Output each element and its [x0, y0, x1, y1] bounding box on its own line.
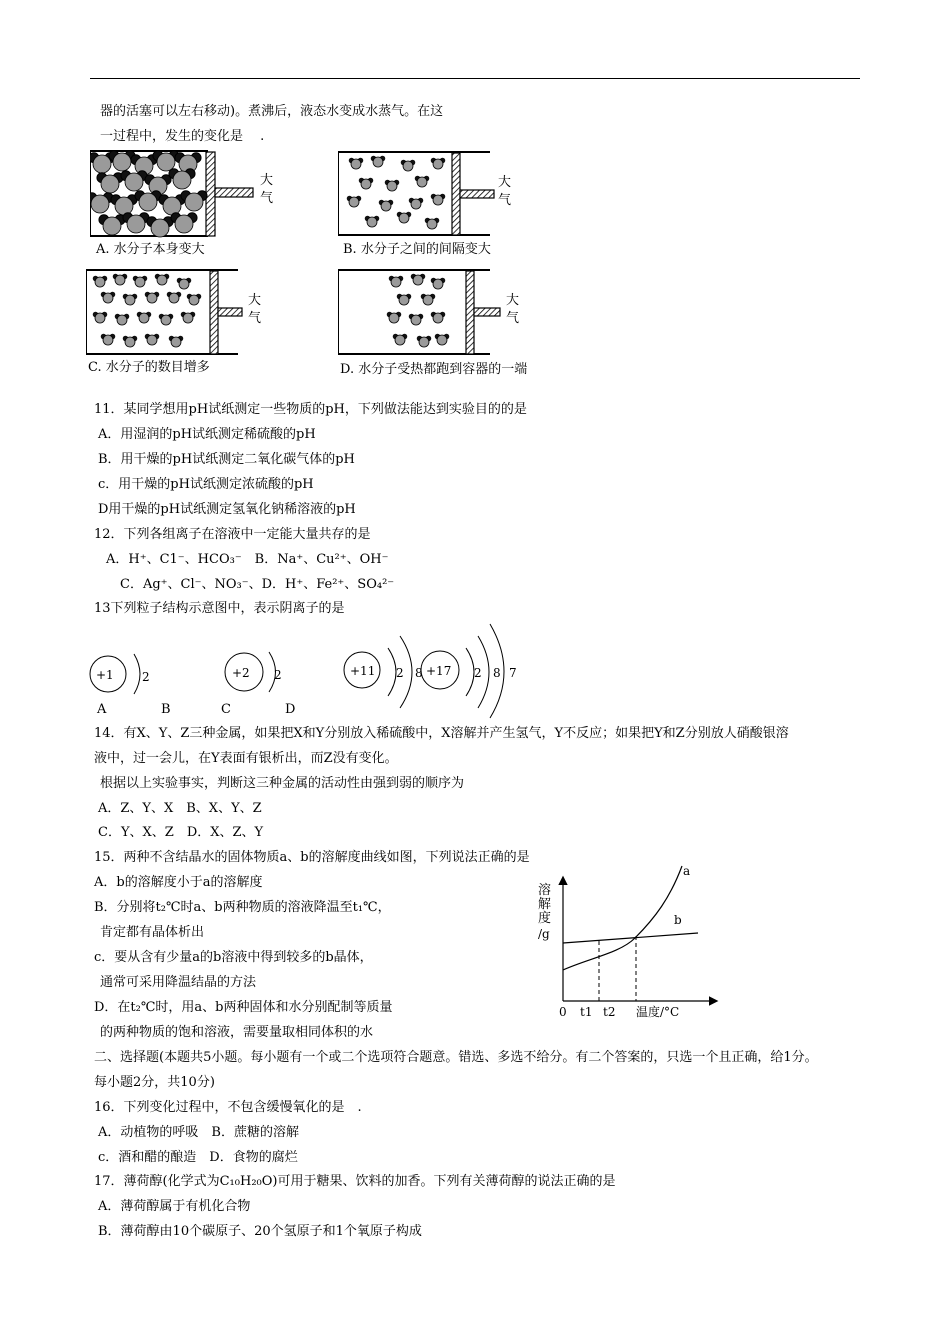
q17-stem: 17．薄荷醇(化学式为C₁₀H₂₀O)可用于糖果、饮料的加香。下列有关薄荷醇的说法正确的是 [94, 1174, 616, 1189]
q14-line-2: 液中，过一会儿，在Y表面有银析出，而Z没有变化。 [94, 751, 398, 766]
x-axis-label: 温度/°C [636, 1005, 680, 1019]
water-molecule-atom [115, 275, 125, 285]
q15-option-b-1: B．分别将t₂℃时a、b两种物质的溶液降温至t₁℃， [94, 900, 391, 915]
q15-option-c-2: 通常可采用降温结晶的方法 [100, 975, 257, 990]
electron-count: 8 [415, 666, 423, 680]
q17-option-a: A．薄荷醇属于有机化合物 [98, 1199, 251, 1214]
water-molecule-atom [125, 337, 135, 347]
q17-option-b: B．薄荷醇由10个碳原子、20个氢原子和1个氧原子构成 [98, 1224, 422, 1239]
section-2-line-1: 二、选择题(本题共5小题。每小题有一个或二个选项符合题意。错选、多选不给分。有二个答案的，只选一个且正确，给1分。 [94, 1050, 818, 1065]
x-tick-0: 0 [559, 1005, 567, 1019]
water-molecule-atom [389, 313, 399, 323]
q13-letter-d: D [285, 702, 296, 717]
svg-text:大: 大 [498, 175, 512, 190]
water-molecule-atom [173, 171, 191, 189]
q10-option-a: A. 水分子本身变大 [96, 242, 205, 257]
water-molecule-atom [427, 219, 437, 229]
water-molecule-atom [135, 277, 145, 287]
piston-figure-d [338, 268, 538, 360]
q14-options-2: C．Y、X、Z D．X、Z、Y [98, 825, 264, 840]
water-molecule-atom [391, 277, 401, 287]
water-molecule-atom [433, 195, 443, 205]
y-axis-label-4: /g [538, 927, 550, 941]
water-molecule-atom [381, 201, 391, 211]
svg-text:气: 气 [506, 311, 520, 326]
water-molecule-atom [351, 159, 361, 169]
atom-structure-diagrams [86, 622, 526, 720]
water-molecule-atom [419, 337, 429, 347]
q16-stem: 16．下列变化过程中，不包含缓慢氧化的是 . [94, 1100, 362, 1115]
piston-figure-c [86, 268, 286, 360]
water-molecule-atom [399, 213, 409, 223]
q15-option-d-1: D．在t₂℃时，用a、b两种固体和水分别配制等质量 [94, 1000, 393, 1015]
q10-option-d: D. 水分子受热都跑到容器的一端 [340, 362, 528, 377]
x-tick-t1: t1 [580, 1005, 593, 1019]
q15-option-b-2: 肯定都有晶体析出 [100, 925, 205, 940]
q11-option-d: D用干燥的pH试纸测定氢氧化钠稀溶液的pH [98, 502, 356, 517]
series-a-label: a [683, 864, 691, 878]
water-molecule-atom [185, 193, 203, 211]
q10-option-c: C. 水分子的数目增多 [88, 360, 210, 375]
q12-stem: 12．下列各组离子在溶液中一定能大量共存的是 [94, 527, 371, 542]
water-molecule-atom [411, 315, 421, 325]
solubility-curve-chart [530, 858, 730, 1023]
q11-option-c: c．用干燥的pH试纸测定浓硫酸的pH [98, 477, 314, 492]
q12-options-2: C．Ag⁺、Cl⁻、NO₃⁻、D．H⁺、Fe²⁺、SO₄²⁻ [120, 577, 395, 592]
series-b-label: b [674, 913, 682, 927]
q15-option-a: A．b的溶解度小于a的溶解度 [94, 875, 263, 890]
svg-text:气: 气 [248, 311, 262, 326]
water-molecule-atom [117, 315, 127, 325]
water-molecule-atom [93, 155, 111, 173]
water-molecule-atom [115, 197, 133, 215]
water-molecule-atom [399, 295, 409, 305]
water-molecule-atom [403, 161, 413, 171]
water-molecule-atom [417, 177, 427, 187]
nucleus-label: +17 [426, 664, 452, 678]
q14-options-1: A．Z、Y、X B、X、Y、Z [98, 801, 262, 816]
water-molecule-atom [367, 217, 377, 227]
electron-count: 2 [474, 666, 482, 680]
nucleus-label: +2 [232, 666, 250, 680]
x-tick-t2: t2 [603, 1005, 616, 1019]
q11-stem: 11．某同学想用pH试纸测定一些物质的pH，下列做法能达到实验目的的是 [94, 402, 527, 417]
water-molecule-atom [373, 157, 383, 167]
water-molecule-atom [413, 275, 423, 285]
water-molecule-atom [437, 335, 447, 345]
q14-line-1: 14．有X、Y、Z三种金属，如果把X和Y分别放入稀硫酸中，X溶解并产生氢气，Y不反应；如果把Y和Z分别放人硝酸银溶 [94, 726, 789, 741]
water-molecule-atom [139, 313, 149, 323]
piston-figure-a [90, 150, 290, 242]
water-molecule-atom [189, 295, 199, 305]
water-molecule-atom [139, 193, 157, 211]
q15-stem: 15．两种不含结晶水的固体物质a、b的溶解度曲线如图，下列说法正确的是 [94, 850, 530, 865]
q16-options-1: A．动植物的呼吸 B．蔗糖的溶解 [98, 1125, 299, 1140]
water-molecule-atom [103, 335, 113, 345]
q13-letter-b: B [161, 702, 171, 717]
nucleus-label: +11 [350, 664, 376, 678]
intro-line-2: 一过程中，发生的变化是 . [100, 129, 265, 144]
svg-text:大: 大 [248, 293, 262, 308]
water-molecule-atom [183, 313, 193, 323]
q14-line-3: 根据以上实验事实，判断这三种金属的活动性由强到弱的顺序为 [100, 776, 465, 791]
header-rule [90, 78, 860, 79]
water-molecule-atom [95, 313, 105, 323]
water-molecule-atom [101, 175, 119, 193]
water-molecule-atom [147, 335, 157, 345]
nucleus-label: +1 [96, 668, 114, 682]
water-molecule-atom [169, 293, 179, 303]
water-molecule-atom [125, 295, 135, 305]
q15-option-d-2: 的两种物质的饱和溶液，需要量取相同体积的水 [100, 1025, 374, 1040]
y-axis-label-3: 度 [538, 911, 552, 926]
water-molecule-atom [179, 279, 189, 289]
q11-option-b: B．用干燥的pH试纸测定二氧化碳气体的pH [98, 452, 355, 467]
water-molecule-atom [423, 295, 433, 305]
q16-options-2: c．酒和醋的酿造 D．食物的腐烂 [98, 1150, 298, 1165]
water-molecule-atom [127, 215, 145, 233]
svg-text:气: 气 [260, 191, 274, 206]
q12-options-1: A．H⁺、C1⁻、HCO₃⁻ B．Na⁺、Cu²⁺、OH⁻ [106, 552, 389, 567]
water-molecule-atom [361, 179, 371, 189]
q15-option-c-1: c．要从含有少量a的b溶液中得到较多的b晶体， [94, 950, 373, 965]
water-molecule-atom [125, 173, 143, 191]
water-molecule-atom [411, 199, 421, 209]
water-molecule-atom [103, 217, 121, 235]
water-molecule-atom [175, 215, 193, 233]
electron-count: 7 [509, 666, 517, 680]
water-molecule-atom [147, 293, 157, 303]
water-molecule-atom [395, 335, 405, 345]
electron-count: 2 [142, 670, 150, 684]
intro-line-1: 器的活塞可以左右移动)。煮沸后，液态水变成水蒸气。在这 [100, 104, 444, 119]
q10-option-b: B. 水分子之间的间隔变大 [343, 242, 491, 257]
water-molecule-atom [151, 219, 169, 237]
svg-text:气: 气 [498, 193, 512, 208]
water-molecule-atom [95, 277, 105, 287]
water-molecule-atom [349, 197, 359, 207]
water-molecule-atom [157, 275, 167, 285]
water-molecule-atom [387, 181, 397, 191]
piston-figure-b [338, 150, 538, 242]
water-molecule-atom [163, 197, 181, 215]
q13-letter-c: C [221, 702, 231, 717]
water-molecule-atom [157, 153, 175, 171]
electron-count: 2 [274, 668, 282, 682]
q13-stem: 13下列粒子结构示意图中，表示阴离子的是 [94, 601, 345, 616]
water-molecule-atom [91, 195, 109, 213]
y-axis-label-1: 溶 [538, 883, 552, 898]
water-molecule-atom [161, 315, 171, 325]
water-molecule-atom [171, 337, 181, 347]
water-molecule-atom [433, 159, 443, 169]
svg-text:大: 大 [506, 293, 520, 308]
electron-count: 8 [493, 666, 501, 680]
q13-letter-a: A [97, 702, 107, 717]
series-a-line [563, 866, 682, 970]
water-molecule-atom [113, 153, 131, 171]
q11-option-a: A．用湿润的pH试纸测定稀硫酸的pH [98, 427, 316, 442]
electron-count: 2 [396, 666, 404, 680]
svg-text:大: 大 [260, 173, 274, 188]
water-molecule-atom [433, 279, 443, 289]
water-molecule-atom [433, 313, 443, 323]
water-molecule-atom [103, 293, 113, 303]
y-axis-label-2: 解 [538, 897, 552, 912]
section-2-line-2: 每小题2分，共10分) [94, 1075, 215, 1090]
